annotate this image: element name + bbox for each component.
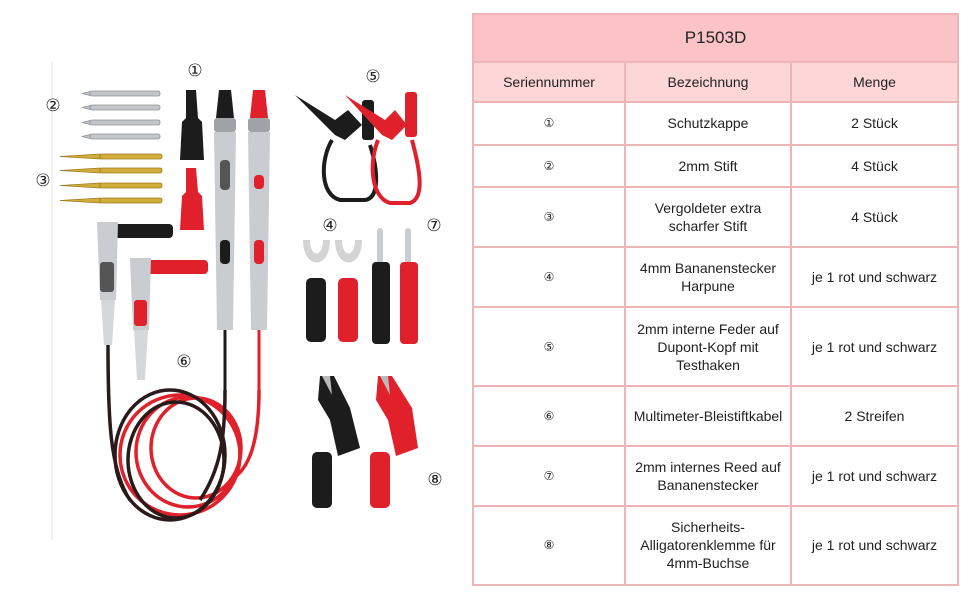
table-row xyxy=(473,446,958,506)
row-index: ⑤ xyxy=(473,307,625,386)
row-name: Multimeter-Bleistiftkabel xyxy=(625,386,791,446)
product-illustration xyxy=(0,0,465,600)
table-row xyxy=(473,145,958,188)
table-row xyxy=(473,506,958,585)
spade-forks xyxy=(303,240,362,342)
marker-8: ⑧ xyxy=(427,470,443,490)
row-name: 2mm internes Reed auf Bananenstecker xyxy=(625,446,791,506)
marker-2: ② xyxy=(45,96,61,116)
row-index: ⑧ xyxy=(473,506,625,585)
header-serial: Seriennummer xyxy=(473,62,625,102)
accessory-drawing xyxy=(0,0,465,600)
table-title: P1503D xyxy=(473,14,958,62)
marker-4: ④ xyxy=(322,216,338,236)
header-name: Bezeichnung xyxy=(625,62,791,102)
marker-1: ① xyxy=(187,61,203,81)
marker-3: ③ xyxy=(35,171,51,191)
table-row xyxy=(473,102,958,145)
table-row xyxy=(473,247,958,307)
row-qty: je 1 rot und schwarz xyxy=(791,506,958,585)
protective-caps xyxy=(180,90,204,230)
row-index: ⑥ xyxy=(473,386,625,446)
row-qty: je 1 rot und schwarz xyxy=(791,446,958,506)
silver-pins xyxy=(82,91,160,139)
test-probes xyxy=(214,90,270,390)
row-name: Sicherheits-Alligatorenklemme für 4mm-Buchse xyxy=(625,506,791,585)
row-qty: je 1 rot und schwarz xyxy=(791,247,958,307)
table-row xyxy=(473,307,958,386)
marker-7: ⑦ xyxy=(426,216,442,236)
row-index: ① xyxy=(473,102,625,145)
banana-adapters xyxy=(372,228,418,344)
row-qty: 2 Stück xyxy=(791,102,958,145)
row-index: ③ xyxy=(473,187,625,247)
gold-pins xyxy=(60,154,162,203)
table-row xyxy=(473,187,958,247)
table-row xyxy=(473,386,958,446)
row-name: 2mm Stift xyxy=(625,145,791,188)
row-qty: je 1 rot und schwarz xyxy=(791,307,958,386)
row-index: ② xyxy=(473,145,625,188)
marker-5: ⑤ xyxy=(365,67,381,87)
row-name: 4mm Bananenstecker Harpune xyxy=(625,247,791,307)
alligator-clips xyxy=(312,376,418,508)
row-name: Vergoldeter extra scharfer Stift xyxy=(625,187,791,247)
row-index: ④ xyxy=(473,247,625,307)
row-qty: 2 Streifen xyxy=(791,386,958,446)
parts-table xyxy=(472,13,959,586)
marker-6: ⑥ xyxy=(176,352,192,372)
test-hooks xyxy=(295,92,420,203)
row-name: 2mm interne Feder auf Dupont-Kopf mit Testhaken xyxy=(625,307,791,386)
row-qty: 4 Stück xyxy=(791,187,958,247)
row-index: ⑦ xyxy=(473,446,625,506)
header-qty: Menge xyxy=(791,62,958,102)
row-name: Schutzkappe xyxy=(625,102,791,145)
row-qty: 4 Stück xyxy=(791,145,958,188)
